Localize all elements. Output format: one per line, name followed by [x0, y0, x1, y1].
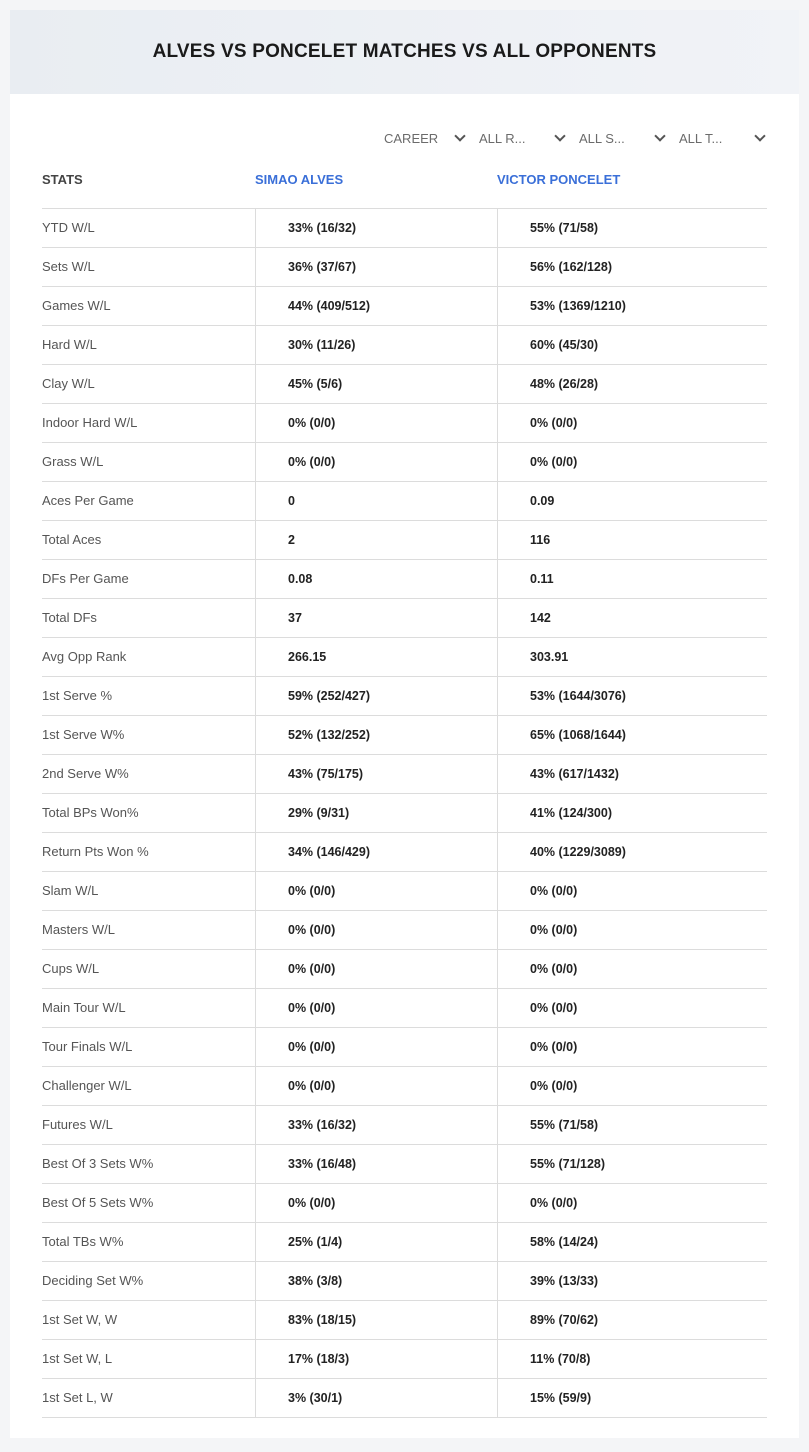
stat-label: Futures W/L: [42, 1117, 113, 1132]
player2-cell: [497, 833, 768, 871]
player1-cell: [255, 365, 497, 403]
player2-value: 11% (70/8): [530, 1352, 591, 1366]
player2-value: 41% (124/300): [530, 806, 613, 820]
player2-cell: [497, 326, 768, 364]
stat-label: Total Aces: [42, 532, 102, 547]
player2-value: 55% (71/128): [530, 1157, 606, 1171]
player2-cell: [497, 1223, 768, 1261]
table-row: [42, 443, 767, 482]
table-row: [42, 716, 767, 755]
table-row: [42, 1223, 767, 1262]
player2-cell: [497, 482, 768, 520]
player1-cell: [255, 911, 497, 949]
player2-cell: [497, 989, 768, 1027]
player2-value: 0% (0/0): [530, 1079, 578, 1093]
table-row: [42, 911, 767, 950]
player1-cell: [255, 1379, 497, 1417]
table-row: [42, 872, 767, 911]
player1-value: 33% (16/32): [288, 221, 357, 235]
player1-cell: [255, 1028, 497, 1066]
player2-value: 142: [530, 611, 551, 625]
player2-value: 0% (0/0): [530, 416, 578, 430]
stat-label: Tour Finals W/L: [42, 1039, 133, 1054]
stat-label: 1st Serve W%: [42, 727, 125, 742]
table-row: [42, 989, 767, 1028]
player2-cell: [497, 950, 768, 988]
player1-value: 17% (18/3): [288, 1352, 350, 1366]
table-row: [42, 482, 767, 521]
player1-cell: [255, 1067, 497, 1105]
player2-value: 39% (13/33): [530, 1274, 599, 1288]
player1-cell: [255, 482, 497, 520]
player2-value: 0% (0/0): [530, 923, 578, 937]
player1-value: 0% (0/0): [288, 1040, 336, 1054]
player1-value: 0.08: [288, 572, 313, 586]
player1-cell: [255, 1301, 497, 1339]
stats-table: [42, 160, 767, 1418]
filter-label: CAREER: [384, 130, 439, 146]
filter-period-dropdown[interactable]: [384, 128, 464, 148]
player2-value: 0% (0/0): [530, 962, 578, 976]
table-row: [42, 248, 767, 287]
filter-label: ALL R...: [479, 130, 526, 146]
player2-value: 89% (70/62): [530, 1313, 599, 1327]
chevron-down-icon: [554, 130, 565, 141]
player1-cell: [255, 404, 497, 442]
player1-cell: [255, 209, 497, 247]
player1-value: 0: [288, 494, 295, 508]
player1-cell: [255, 950, 497, 988]
player1-cell: [255, 755, 497, 793]
table-row: [42, 1106, 767, 1145]
player2-cell: [497, 1379, 768, 1417]
player2-value: 0% (0/0): [530, 1196, 578, 1210]
player1-value: 43% (75/175): [288, 767, 364, 781]
stat-label: Hard W/L: [42, 337, 97, 352]
stat-label: DFs Per Game: [42, 571, 129, 586]
player1-value: 83% (18/15): [288, 1313, 357, 1327]
player1-value: 266.15: [288, 650, 327, 664]
stat-label: Total BPs Won%: [42, 805, 139, 820]
table-row: [42, 1262, 767, 1301]
player2-value: 0% (0/0): [530, 1040, 578, 1054]
player1-value: 44% (409/512): [288, 299, 371, 313]
player1-value: 0% (0/0): [288, 1079, 336, 1093]
player1-cell: [255, 248, 497, 286]
player1-cell: [255, 1223, 497, 1261]
player1-value: 52% (132/252): [288, 728, 371, 742]
player1-cell: [255, 872, 497, 910]
stat-label: 1st Set W, L: [42, 1351, 113, 1366]
player1-value: 36% (37/67): [288, 260, 357, 274]
player2-value: 0.11: [530, 572, 554, 586]
player1-value: 0% (0/0): [288, 1196, 336, 1210]
player2-cell: [497, 521, 768, 559]
player1-cell: [255, 833, 497, 871]
player2-value: 43% (617/1432): [530, 767, 619, 781]
table-row: [42, 1340, 767, 1379]
player2-value: 116: [530, 533, 551, 547]
stats-column-header: STATS: [42, 172, 83, 187]
stat-label: Avg Opp Rank: [42, 649, 127, 664]
table-row: [42, 209, 767, 248]
table-header: [42, 160, 767, 209]
player1-value: 0% (0/0): [288, 923, 336, 937]
filter-rounds-dropdown[interactable]: [479, 128, 564, 148]
player1-cell: [255, 638, 497, 676]
table-row: [42, 950, 767, 989]
player1-value: 34% (146/429): [288, 845, 371, 859]
filter-tournaments-dropdown[interactable]: [679, 128, 764, 148]
table-row: [42, 1301, 767, 1340]
stat-label: Cups W/L: [42, 961, 100, 976]
player2-cell: [497, 872, 768, 910]
stat-label: 2nd Serve W%: [42, 766, 129, 781]
table-row: [42, 638, 767, 677]
player2-cell: [497, 1340, 768, 1378]
player2-value: 60% (45/30): [530, 338, 599, 352]
stat-label: Aces Per Game: [42, 493, 134, 508]
stat-label: Total DFs: [42, 610, 97, 625]
player1-cell: [255, 794, 497, 832]
table-row: [42, 677, 767, 716]
stat-label: Masters W/L: [42, 922, 115, 937]
player2-cell: [497, 248, 768, 286]
player2-value: 55% (71/58): [530, 221, 599, 235]
player2-cell: [497, 1028, 768, 1066]
table-row: [42, 326, 767, 365]
card-header: [10, 10, 799, 94]
player2-cell: [497, 716, 768, 754]
player1-cell: [255, 677, 497, 715]
player1-cell: [255, 599, 497, 637]
stat-label: Grass W/L: [42, 454, 104, 469]
player1-value: 59% (252/427): [288, 689, 371, 703]
chevron-down-icon: [754, 130, 765, 141]
player2-cell: [497, 1145, 768, 1183]
player1-value: 29% (9/31): [288, 806, 350, 820]
stat-label: Best Of 5 Sets W%: [42, 1195, 154, 1210]
player1-cell: [255, 1340, 497, 1378]
player2-value: 0.09: [530, 494, 555, 508]
player2-cell: [497, 287, 768, 325]
stat-label: YTD W/L: [42, 220, 95, 235]
stat-label: Total TBs W%: [42, 1234, 124, 1249]
player1-value: 25% (1/4): [288, 1235, 343, 1249]
player2-cell: [497, 755, 768, 793]
player1-value: 0% (0/0): [288, 416, 336, 430]
player2-link[interactable]: VICTOR PONCELET: [497, 172, 621, 187]
stat-label: Indoor Hard W/L: [42, 415, 138, 430]
player2-value: 65% (1068/1644): [530, 728, 626, 742]
player1-value: 2: [288, 533, 295, 547]
stat-label: 1st Set W, W: [42, 1312, 118, 1327]
player2-cell: [497, 677, 768, 715]
player2-value: 0% (0/0): [530, 455, 578, 469]
stat-label: Slam W/L: [42, 883, 99, 898]
player1-value: 38% (3/8): [288, 1274, 343, 1288]
page-title: ALVES VS PONCELET MATCHES VS ALL OPPONENTS: [152, 41, 657, 62]
player1-cell: [255, 1145, 497, 1183]
player2-cell: [497, 638, 768, 676]
player2-cell: [497, 599, 768, 637]
player2-cell: [497, 443, 768, 481]
player1-cell: [255, 560, 497, 598]
player1-cell: [255, 521, 497, 559]
player2-cell: [497, 1106, 768, 1144]
player2-cell: [497, 1067, 768, 1105]
player2-value: 0% (0/0): [530, 1001, 578, 1015]
player1-cell: [255, 443, 497, 481]
player1-value: 33% (16/48): [288, 1157, 357, 1171]
player2-value: 0% (0/0): [530, 884, 578, 898]
player2-cell: [497, 794, 768, 832]
table-row: [42, 1145, 767, 1184]
player2-cell: [497, 1184, 768, 1222]
table-row: [42, 1184, 767, 1223]
table-row: [42, 794, 767, 833]
player1-cell: [255, 1262, 497, 1300]
player2-value: 56% (162/128): [530, 260, 613, 274]
player2-value: 58% (14/24): [530, 1235, 599, 1249]
table-row: [42, 1067, 767, 1106]
player2-value: 40% (1229/3089): [530, 845, 626, 859]
table-row: [42, 404, 767, 443]
player2-value: 303.91: [530, 650, 569, 664]
player1-value: 30% (11/26): [288, 338, 356, 352]
stat-label: 1st Set L, W: [42, 1390, 113, 1405]
player1-value: 45% (5/6): [288, 377, 343, 391]
table-row: [42, 1028, 767, 1067]
player2-value: 55% (71/58): [530, 1118, 599, 1132]
stat-label: Sets W/L: [42, 259, 95, 274]
player2-value: 53% (1644/3076): [530, 689, 626, 703]
player1-cell: [255, 287, 497, 325]
table-row: [42, 560, 767, 599]
stat-label: Challenger W/L: [42, 1078, 132, 1093]
table-row: [42, 365, 767, 404]
filter-label: ALL T...: [679, 130, 723, 146]
stat-label: 1st Serve %: [42, 688, 113, 703]
table-row: [42, 287, 767, 326]
player1-value: 33% (16/32): [288, 1118, 357, 1132]
stat-label: Games W/L: [42, 298, 111, 313]
chevron-down-icon: [654, 130, 665, 141]
table-row: [42, 833, 767, 872]
player2-cell: [497, 365, 768, 403]
player1-cell: [255, 1106, 497, 1144]
stat-label: Main Tour W/L: [42, 1000, 126, 1015]
player1-value: 0% (0/0): [288, 962, 336, 976]
chevron-down-icon: [454, 130, 465, 141]
filter-label: ALL S...: [579, 130, 625, 146]
table-row: [42, 755, 767, 794]
table-row: [42, 599, 767, 638]
player2-cell: [497, 209, 768, 247]
player1-link[interactable]: SIMAO ALVES: [255, 172, 344, 187]
player2-cell: [497, 1262, 768, 1300]
player2-cell: [497, 404, 768, 442]
player2-value: 15% (59/9): [530, 1391, 592, 1405]
stat-label: Best Of 3 Sets W%: [42, 1156, 154, 1171]
player2-cell: [497, 1301, 768, 1339]
stat-label: Return Pts Won %: [42, 844, 149, 859]
player2-value: 53% (1369/1210): [530, 299, 626, 313]
player2-value: 48% (26/28): [530, 377, 599, 391]
filter-surfaces-dropdown[interactable]: [579, 128, 664, 148]
table-row: [42, 521, 767, 560]
stats-card: [10, 10, 799, 1438]
player2-cell: [497, 911, 768, 949]
stat-label: Deciding Set W%: [42, 1273, 144, 1288]
table-body: [42, 209, 767, 1418]
player2-cell: [497, 560, 768, 598]
player1-cell: [255, 716, 497, 754]
stat-label: Clay W/L: [42, 376, 95, 391]
player1-cell: [255, 1184, 497, 1222]
table-row: [42, 1379, 767, 1418]
player1-value: 37: [288, 611, 302, 625]
player1-value: 0% (0/0): [288, 1001, 336, 1015]
player1-cell: [255, 989, 497, 1027]
player1-value: 0% (0/0): [288, 884, 336, 898]
player1-value: 3% (30/1): [288, 1391, 343, 1405]
player1-value: 0% (0/0): [288, 455, 336, 469]
player1-cell: [255, 326, 497, 364]
